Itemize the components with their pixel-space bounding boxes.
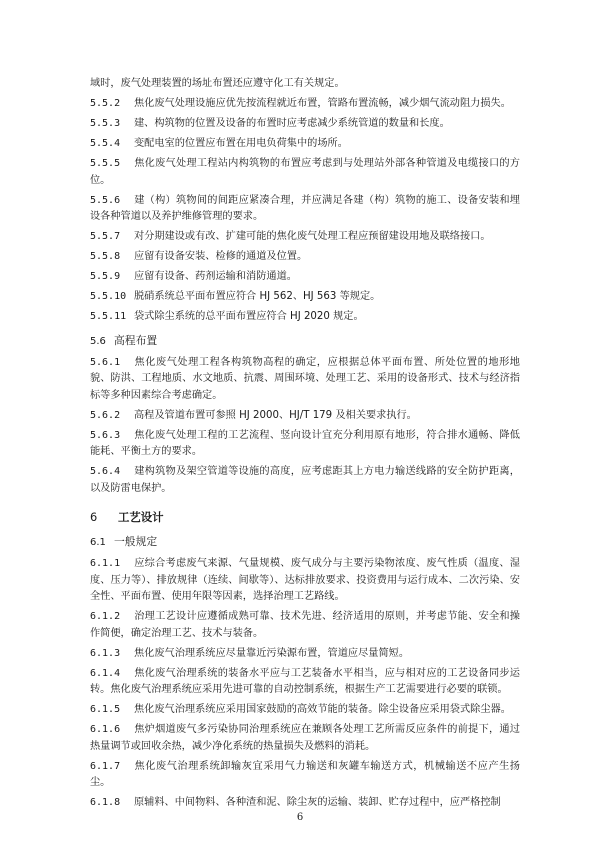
section-heading bbox=[90, 533, 520, 552]
clause-paragraph bbox=[90, 96, 520, 113]
clause-text: 脱硝系统总平面布置应符合 HJ 562、HJ 563 等规定。 bbox=[134, 291, 381, 302]
clause-paragraph bbox=[90, 229, 520, 246]
clause-text: 对分期建设或有改、扩建可能的焦化废气处理工程应预留建设用地及联络接口。 bbox=[134, 231, 491, 242]
clause-paragraph bbox=[90, 464, 520, 497]
clause-number: 5.6 bbox=[90, 335, 106, 347]
clause-text: 焦化废气治理系统卸输灰宜采用气力输送和灰罐车输送方式，机械输送不应产生扬尘。 bbox=[90, 760, 520, 788]
clause-number: 5.6.2 bbox=[90, 409, 121, 421]
clause-text: 焦化废气治理系统应尽量靠近污染源布置，管道应尽量简短。 bbox=[134, 647, 410, 659]
clause-text: 原辅料、中间物料、各种渣和泥、除尘灰的运输、装卸、贮存过程中，应严格控制 bbox=[134, 797, 501, 808]
clause-number: 6.1.5 bbox=[90, 704, 121, 715]
page-body bbox=[90, 76, 520, 815]
clause-text: 高程及管道布置可参照 HJ 2000、HJ/T 179 及相关要求执行。 bbox=[134, 409, 417, 421]
clause-text: 袋式除尘系统的总平面布置应符合 HJ 2020 规定。 bbox=[134, 311, 364, 322]
clause-number: 5.5.9 bbox=[90, 271, 121, 282]
clause-paragraph bbox=[90, 249, 520, 266]
clause-paragraph bbox=[90, 76, 520, 93]
clause-number: 5.5.7 bbox=[90, 231, 121, 242]
clause-paragraph bbox=[90, 136, 520, 153]
clause-text: 变配电室的位置应布置在用电负荷集中的场所。 bbox=[134, 138, 348, 149]
clause-paragraph bbox=[90, 309, 520, 326]
clause-number: 5.5.8 bbox=[90, 251, 121, 262]
clause-number: 5.5.11 bbox=[90, 311, 127, 322]
clause-text: 域时，废气处理装置的场址布置还应遵守化工有关规定。 bbox=[90, 78, 345, 89]
clause-text: 治理工艺设计应遵循成熟可靠、技术先进、经济适用的原则，并考虑节能、安全和操作简便，确定治理工艺、技术与装备。 bbox=[90, 611, 520, 639]
clause-paragraph bbox=[90, 355, 520, 405]
clause-number: 5.5.2 bbox=[90, 98, 121, 109]
clause-paragraph bbox=[90, 289, 520, 306]
clause-paragraph bbox=[90, 193, 520, 226]
clause-number: 5.5.3 bbox=[90, 118, 121, 129]
clause-paragraph bbox=[90, 269, 520, 286]
clause-text: 焦化废气处理工程各构筑物高程的确定，应根据总体平面布置、所处位置的地形地貌、防洪、工程地质、水文地质、抗震、周围环境、处理工艺、采用的设备形式、技术与经济指标等多种因素综合考虑确定。 bbox=[90, 356, 520, 401]
clause-number: 6.1 bbox=[90, 537, 106, 548]
clause-text: 一般规定 bbox=[114, 535, 158, 548]
clause-number: 5.6.3 bbox=[90, 429, 121, 441]
clause-text: 应留有设备安装、检修的通道及位置。 bbox=[134, 251, 308, 262]
clause-number: 6.1.6 bbox=[90, 724, 121, 735]
clause-number: 6.1.4 bbox=[90, 667, 121, 679]
clause-number: 6.1.7 bbox=[90, 760, 121, 772]
clause-paragraph bbox=[90, 759, 520, 792]
chapter-heading bbox=[90, 507, 520, 527]
clause-paragraph bbox=[90, 428, 520, 461]
clause-paragraph bbox=[90, 702, 520, 719]
clause-paragraph bbox=[90, 666, 520, 699]
clause-text: 工艺设计 bbox=[118, 510, 164, 524]
clause-number: 5.5.6 bbox=[90, 194, 121, 206]
clause-paragraph bbox=[90, 722, 520, 755]
section-heading bbox=[90, 332, 520, 351]
clause-number: 5.5.5 bbox=[90, 158, 121, 169]
clause-paragraph bbox=[90, 556, 520, 606]
clause-paragraph bbox=[90, 795, 520, 812]
clause-text: 焦化废气治理系统的装备水平应与工艺装备水平相当，应与相对应的工艺设备同步运转。焦化废气治理系统应采用先进可靠的自动控制系统，根据生产工艺需要进行必要的联锁。 bbox=[90, 667, 520, 695]
clause-text: 应留有设备、药剂运输和消防通道。 bbox=[134, 271, 297, 282]
page-number: 6 bbox=[296, 812, 304, 823]
clause-text: 建构筑物及架空管道等设施的高度，应考虑距其上方电力输送线路的安全防护距离，以及防雷电保护。 bbox=[90, 466, 520, 494]
clause-number: 5.6.4 bbox=[90, 466, 121, 477]
clause-text: 焦化废气治理系统应采用国家鼓励的高效节能的装备。除尘设备应采用袋式除尘器。 bbox=[134, 704, 511, 715]
clause-number: 6.1.8 bbox=[90, 797, 121, 808]
clause-number: 6 bbox=[90, 510, 98, 524]
clause-text: 高程布置 bbox=[114, 333, 158, 347]
clause-paragraph bbox=[90, 408, 520, 425]
clause-number: 6.1.2 bbox=[90, 611, 121, 622]
clause-paragraph bbox=[90, 116, 520, 133]
clause-number: 5.6.1 bbox=[90, 356, 121, 368]
clause-text: 建（构）筑物间的间距应紧凑合理，并应满足各建（构）筑物的施工、设备安装和埋设各种管道以及养护维修管理的要求。 bbox=[90, 194, 520, 222]
clause-paragraph bbox=[90, 646, 520, 663]
clause-text: 焦化废气处理工程站内构筑物的布置应考虑到与处理站外部各种管道及电缆接口的方位。 bbox=[90, 158, 520, 186]
clause-paragraph bbox=[90, 609, 520, 642]
clause-paragraph bbox=[90, 156, 520, 189]
clause-text: 应综合考虑废气来源、气量规模、废气成分与主要污染物浓度、废气性质（温度、湿度、压力等）、排放规律（连续、间歇等）、达标排放要求、投资费用与运行成本、二次污染、安全性、平面布置、使用年限等因素，选择治理工艺路线。 bbox=[90, 558, 520, 602]
clause-number: 6.1.1 bbox=[90, 558, 121, 569]
clause-text: 建、构筑物的位置及设备的布置时应考虑减少系统管道的数量和长度。 bbox=[134, 118, 450, 129]
clause-text: 焦化废气处理工程的工艺流程、竖向设计宜充分利用原有地形，符合排水通畅、降低能耗、平衡土方的要求。 bbox=[90, 429, 520, 457]
clause-number: 5.5.10 bbox=[90, 291, 127, 302]
clause-number: 5.5.4 bbox=[90, 138, 121, 149]
clause-number: 6.1.3 bbox=[90, 647, 121, 659]
clause-text: 焦炉烟道废气多污染协同治理系统应在兼顾各处理工艺所需反应条件的前提下，通过热量调节或回收余热，减少净化系统的热量损失及燃料的消耗。 bbox=[90, 724, 520, 752]
clause-text: 焦化废气处理设施应优先按流程就近布置，管路布置流畅，减少烟气流动阻力损失。 bbox=[134, 98, 511, 109]
